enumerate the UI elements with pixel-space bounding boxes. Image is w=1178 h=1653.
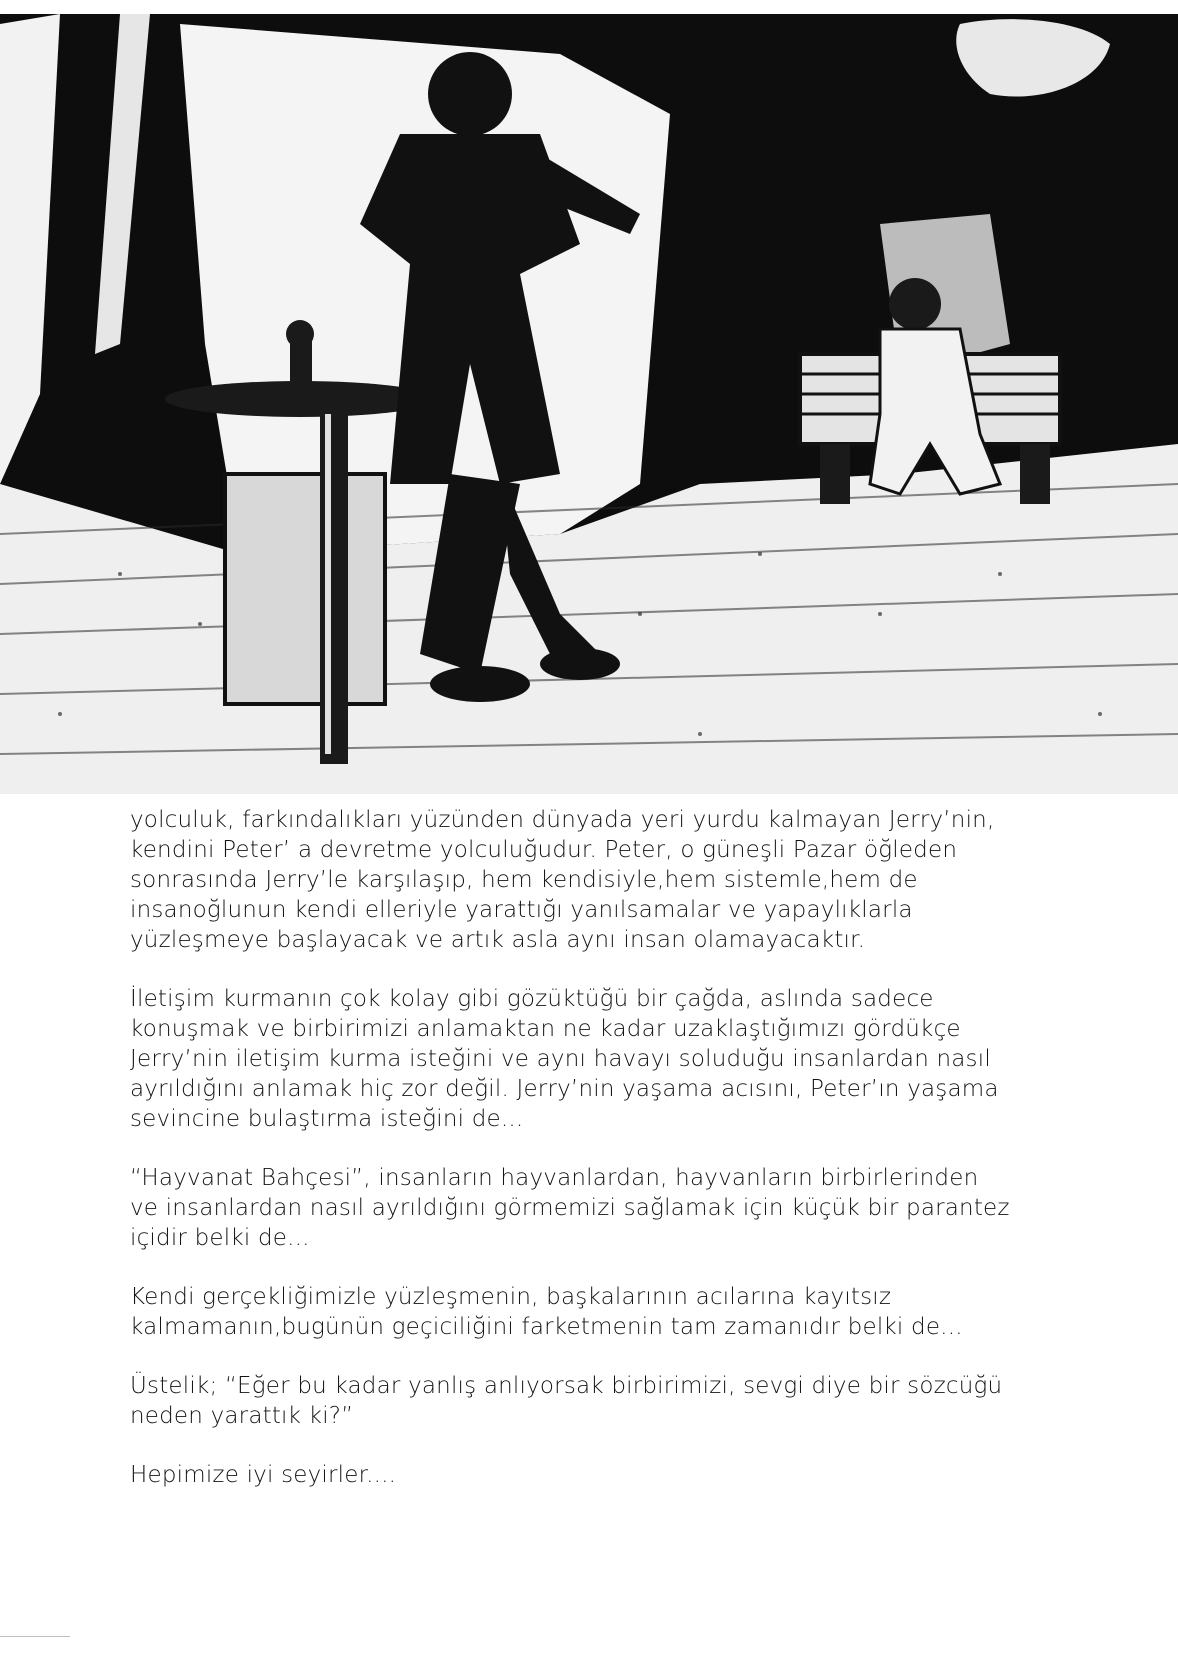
- illustration-canvas: [0, 14, 1178, 794]
- paragraph-5: Üstelik; “Eğer bu kadar yanlış anlıyorsak birbirimizi, sevgi diye bir sözcüğü neden yarattık ki?”: [130, 1373, 1003, 1429]
- bottom-edge-rule: [0, 1636, 70, 1637]
- paragraph-2: İletişim kurmanın çok kolay gibi gözüktüğü bir çağda, aslında sadece konuşmak ve birbirimizi anlamaktan ne kadar uzaklaştığımızı gördükçe Jerry’nin iletişim kurma isteğini ve aynı havayı soluduğu insanlardan nasıl ayrıldığını anlamak hiç zor değil. Jerry’nin yaşama acısını, Peter’ın yaşama sevincine bulaştırma isteğini de...: [130, 986, 999, 1132]
- stage-scene-illustration: [0, 14, 1178, 794]
- body-text: [130, 805, 1050, 1519]
- paragraph-3: “Hayvanat Bahçesi”, insanların hayvanlardan, hayvanların birbirlerinden ve insanlardan nasıl ayrıldığını görmemizi sağlamak için küçük bir parantez içidir belki de...: [130, 1165, 1010, 1251]
- paragraph-6: Hepimize iyi seyirler....: [130, 1462, 397, 1488]
- paragraph-1: yolculuk, farkındalıkları yüzünden dünyada yeri yurdu kalmayan Jerry’nin, kendini Peter’ a devretme yolculuğudur. Peter, o güneşli Pazar öğleden sonrasında Jerry’le karşılaşıp, hem kendisiyle,hem sistemle,hem de insanoğlunun kendi elleriyle yarattığı yanılsamalar ve yapaylıklarla yüzleşmeye başlayacak ve artık asla aynı insan olamayacaktır.: [130, 807, 995, 953]
- paragraph-4: Kendi gerçekliğimizle yüzleşmenin, başkalarının acılarına kayıtsız kalmamanın,bugünün geçiciliğini farketmenin tam zamanıdır belki de...: [130, 1284, 963, 1340]
